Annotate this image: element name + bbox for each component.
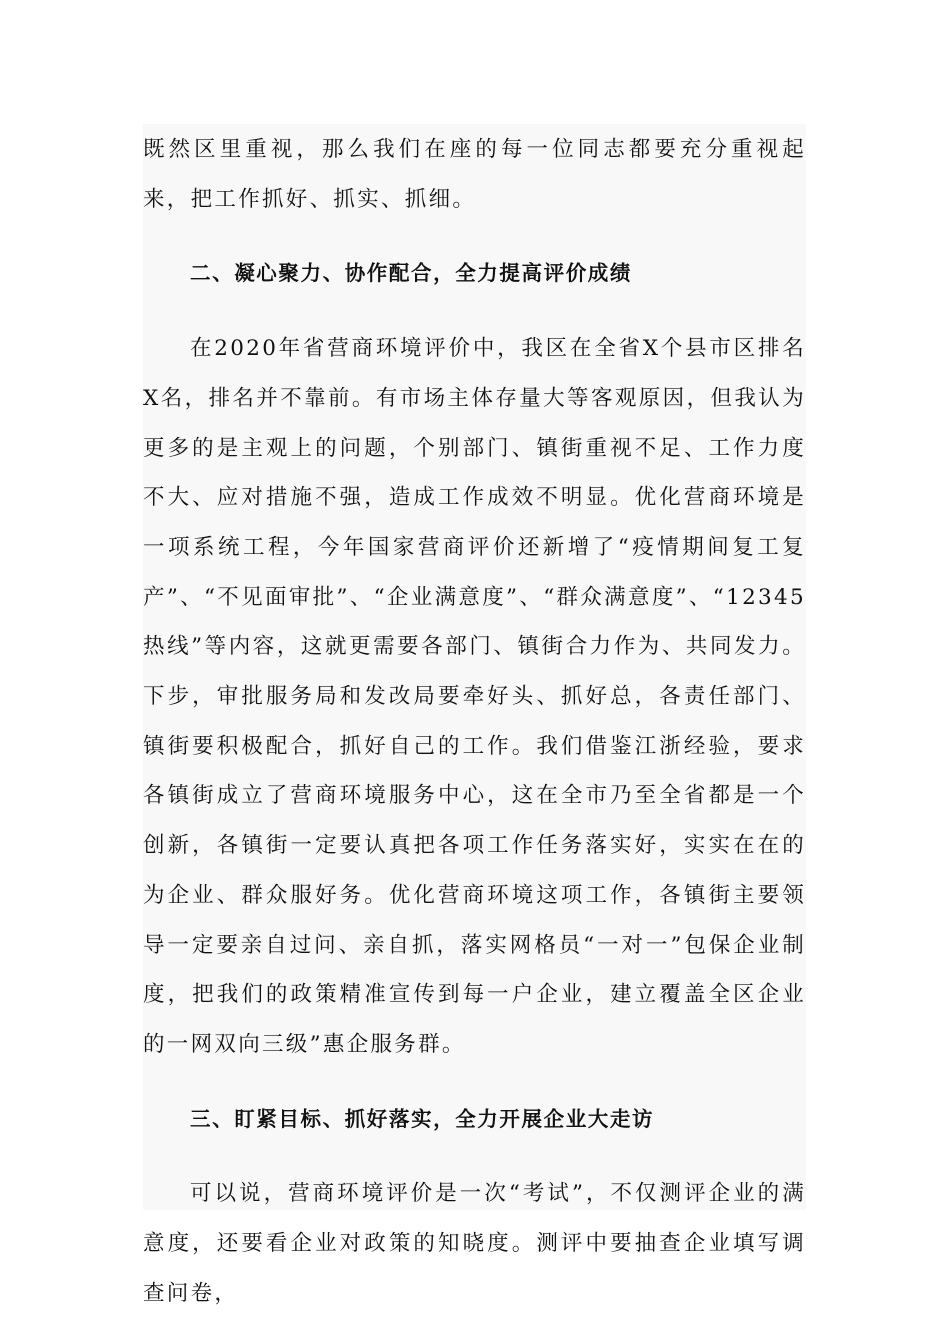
paragraph-3: 可以说，营商环境评价是一次“考试”，不仅测评企业的满意度，还要看企业对政策的知晓度。测评中要抽查企业填写调查问卷， [143,1181,806,1306]
paragraph-1: 既然区里重视，那么我们在座的每一位同志都要充分重视起来，把工作抓好、抓实、抓细。 [143,137,806,212]
section-heading-3: 三、盯紧目标、抓好落实，全力开展企业大走访 [190,1106,655,1131]
paragraph-2: 在2020年省营商环境评价中，我区在全省X个县市区排名X名，排名并不靠前。有市场主体存量大等客观原因，但我认为更多的是主观上的问题，个别部门、镇街重视不足、工作力度不大、应对措施不强，造成工作成效不明显。优化营商环境是一项系统工程，今年国家营商评价还新增了“疫情期间复工复产”、“不见面审批”、“企业满意度”、“群众满意度”、“12345热线”等内容，这就更需要各部门、镇街合力作为、共同发力。下步，审批服务局和发改局要牵好头、抓好总，各责任部门、镇街要积极配合，抓好自己的工作。我们借鉴江浙经验，要求各镇街成立了营商环境服务中心，这在全市乃至全省都是一个创新，各镇街一定要认真把各项工作任务落实好，实实在在的为企业、群众服好务。优化营商环境这项工作，各镇街主要领导一定要亲自过问、亲自抓，落实网格员“一对一”包保企业制度，把我们的政策精准宣传到每一户企业，建立覆盖全区企业的一网双向三级”惠企服务群。 [143,336,806,1057]
section-heading-2: 二、凝心聚力、协作配合，全力提高评价成绩 [190,261,632,286]
document-body [143,125,806,1318]
